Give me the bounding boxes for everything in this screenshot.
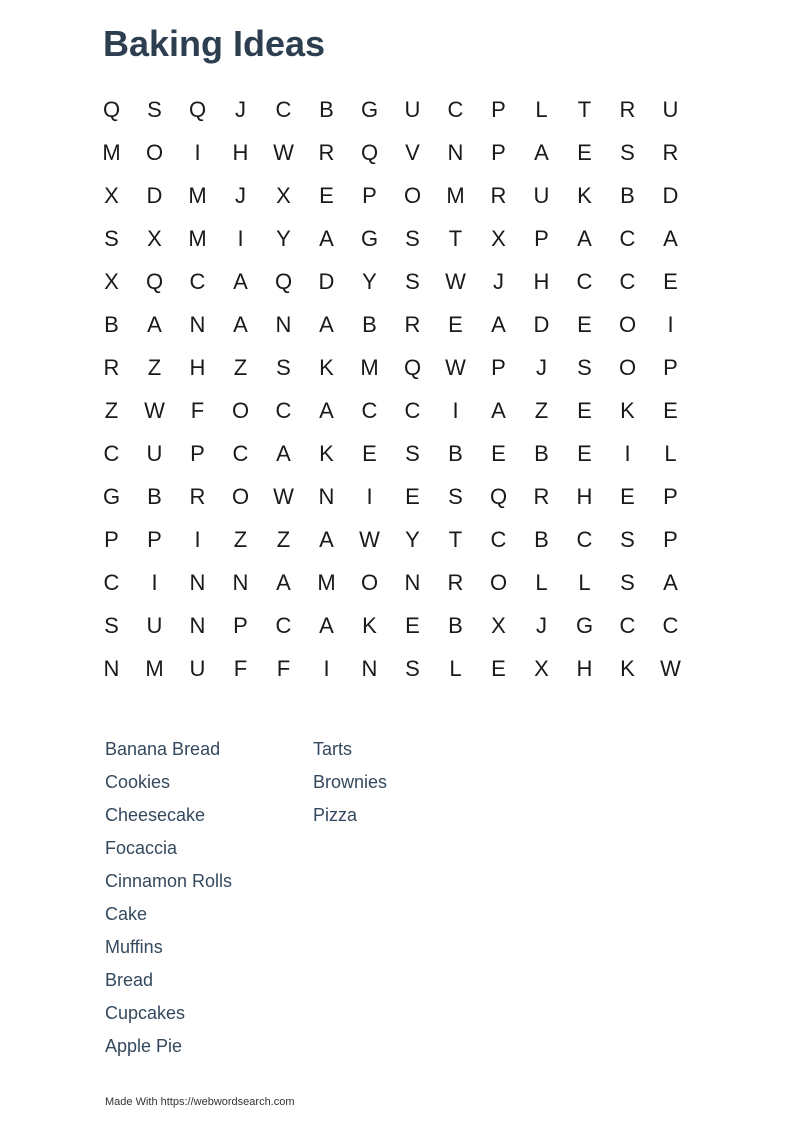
grid-letter: A: [534, 140, 549, 165]
grid-letter: Q: [102, 97, 121, 122]
grid-letter: S: [405, 226, 420, 251]
grid-letter: K: [577, 183, 592, 208]
grid-letter: S: [620, 570, 635, 595]
grid-letter: X: [534, 656, 549, 681]
grid-letter: D: [662, 183, 679, 208]
grid-letter: R: [103, 355, 120, 380]
word-item: Cinnamon Rolls: [105, 871, 233, 891]
grid-letter: N: [103, 656, 120, 681]
grid-letter: M: [145, 656, 164, 681]
grid-letter: L: [449, 656, 462, 681]
grid-letter: N: [275, 312, 292, 337]
grid-letter: R: [189, 484, 206, 509]
grid-letter: A: [233, 269, 248, 294]
grid-letter: F: [276, 656, 291, 681]
grid-letter: T: [448, 226, 463, 251]
grid-letter: S: [448, 484, 463, 509]
grid-letter: P: [491, 140, 506, 165]
grid-letter: I: [452, 398, 459, 423]
grid-letter: X: [147, 226, 162, 251]
grid-letter: I: [194, 140, 201, 165]
grid-row: [90, 647, 692, 690]
grid-letter: M: [446, 183, 465, 208]
grid-letter: L: [664, 441, 677, 466]
grid-letter: E: [577, 441, 592, 466]
grid-letter: C: [447, 97, 464, 122]
grid-letter: U: [189, 656, 206, 681]
grid-letter: C: [232, 441, 249, 466]
grid-letter: U: [146, 613, 163, 638]
grid-letter: P: [663, 484, 678, 509]
grid-row: [90, 346, 692, 389]
grid-letter: B: [147, 484, 162, 509]
grid-letter: C: [404, 398, 421, 423]
grid-letter: R: [447, 570, 464, 595]
grid-letter: N: [361, 656, 378, 681]
grid-letter: Y: [362, 269, 377, 294]
grid-letter: O: [360, 570, 379, 595]
grid-letter: Q: [188, 97, 207, 122]
grid-row: [90, 260, 692, 303]
grid-letter: C: [103, 441, 120, 466]
grid-letter: T: [448, 527, 463, 552]
grid-letter: Z: [276, 527, 291, 552]
word-item: Cupcakes: [105, 1003, 186, 1023]
grid-letter: J: [536, 355, 547, 380]
word-item: Cookies: [105, 772, 171, 792]
grid-letter: M: [102, 140, 121, 165]
grid-letter: P: [663, 355, 678, 380]
grid-row: [90, 475, 692, 518]
word-item: Focaccia: [105, 838, 178, 858]
grid-letter: N: [404, 570, 421, 595]
grid-letter: E: [577, 140, 592, 165]
grid-letter: W: [273, 484, 294, 509]
grid-letter: A: [319, 398, 334, 423]
word-item: Bread: [105, 970, 154, 990]
grid-letter: E: [491, 656, 506, 681]
grid-letter: F: [233, 656, 248, 681]
grid-letter: U: [533, 183, 550, 208]
grid-letter: S: [104, 613, 119, 638]
grid-letter: N: [318, 484, 335, 509]
grid-letter: F: [190, 398, 205, 423]
grid-letter: S: [405, 269, 420, 294]
grid-letter: C: [662, 613, 679, 638]
grid-letter: K: [620, 398, 635, 423]
grid-letter: S: [577, 355, 592, 380]
grid-letter: C: [619, 269, 636, 294]
grid-letter: J: [536, 613, 547, 638]
grid-letter: K: [362, 613, 377, 638]
word-item: Cheesecake: [105, 805, 206, 825]
grid-letter: A: [663, 226, 678, 251]
grid-letter: J: [493, 269, 504, 294]
grid-letter: J: [235, 183, 246, 208]
grid-letter: U: [146, 441, 163, 466]
grid-letter: B: [319, 97, 334, 122]
grid-letter: H: [232, 140, 249, 165]
grid-letter: B: [362, 312, 377, 337]
grid-letter: A: [491, 312, 506, 337]
grid-letter: U: [404, 97, 421, 122]
grid-letter: A: [233, 312, 248, 337]
grid-letter: E: [319, 183, 334, 208]
grid-letter: S: [405, 656, 420, 681]
grid-letter: I: [667, 312, 674, 337]
grid-letter: H: [189, 355, 206, 380]
grid-letter: G: [102, 484, 121, 509]
grid-letter: Q: [489, 484, 508, 509]
grid-letter: C: [189, 269, 206, 294]
grid-letter: K: [319, 441, 334, 466]
grid-row: [90, 88, 692, 131]
grid-letter: B: [620, 183, 635, 208]
grid-letter: S: [104, 226, 119, 251]
grid-letter: Z: [104, 398, 119, 423]
grid-letter: M: [188, 183, 207, 208]
word-list: [105, 735, 521, 1065]
grid-row: [90, 518, 692, 561]
grid-letter: I: [323, 656, 330, 681]
grid-letter: Y: [405, 527, 420, 552]
grid-letter: C: [490, 527, 507, 552]
grid-row: [90, 217, 692, 260]
grid-letter: A: [276, 441, 291, 466]
grid-letter: E: [577, 312, 592, 337]
grid-letter: X: [104, 269, 119, 294]
grid-letter: S: [620, 527, 635, 552]
word-item: Pizza: [313, 805, 358, 825]
grid-letter: C: [576, 527, 593, 552]
grid-letter: R: [318, 140, 335, 165]
grid-letter: R: [490, 183, 507, 208]
letter-grid: [90, 88, 692, 690]
grid-letter: M: [317, 570, 336, 595]
grid-letter: N: [189, 570, 206, 595]
grid-letter: G: [360, 226, 379, 251]
grid-letter: P: [362, 183, 377, 208]
grid-letter: Y: [276, 226, 291, 251]
grid-letter: Z: [534, 398, 549, 423]
grid-letter: S: [276, 355, 291, 380]
grid-letter: H: [576, 656, 593, 681]
grid-letter: A: [319, 312, 334, 337]
grid-letter: D: [533, 312, 550, 337]
grid-letter: A: [491, 398, 506, 423]
grid-letter: I: [237, 226, 244, 251]
grid-letter: O: [231, 484, 250, 509]
grid-letter: X: [491, 226, 506, 251]
grid-letter: E: [663, 398, 678, 423]
grid-letter: Q: [145, 269, 164, 294]
grid-letter: B: [448, 613, 463, 638]
grid-letter: C: [619, 613, 636, 638]
grid-letter: O: [231, 398, 250, 423]
grid-letter: C: [619, 226, 636, 251]
grid-letter: X: [276, 183, 291, 208]
grid-row: [90, 561, 692, 604]
grid-letter: A: [319, 226, 334, 251]
grid-letter: I: [194, 527, 201, 552]
grid-letter: D: [146, 183, 163, 208]
grid-letter: B: [448, 441, 463, 466]
grid-letter: N: [189, 312, 206, 337]
grid-letter: E: [448, 312, 463, 337]
grid-letter: P: [663, 527, 678, 552]
grid-row: [90, 174, 692, 217]
grid-letter: W: [359, 527, 380, 552]
grid-letter: P: [104, 527, 119, 552]
grid-letter: G: [575, 613, 594, 638]
grid-letter: A: [147, 312, 162, 337]
grid-letter: C: [275, 97, 292, 122]
grid-letter: W: [144, 398, 165, 423]
grid-letter: O: [403, 183, 422, 208]
grid-letter: X: [491, 613, 506, 638]
grid-letter: O: [489, 570, 508, 595]
grid-letter: C: [361, 398, 378, 423]
word-item: Brownies: [313, 772, 388, 792]
grid-row: [90, 432, 692, 475]
grid-letter: E: [663, 269, 678, 294]
grid-letter: L: [535, 97, 548, 122]
grid-letter: B: [104, 312, 119, 337]
grid-letter: C: [275, 398, 292, 423]
grid-letter: M: [188, 226, 207, 251]
word-item: Cake: [105, 904, 148, 924]
grid-letter: N: [232, 570, 249, 595]
grid-letter: B: [534, 441, 549, 466]
grid-letter: Z: [147, 355, 162, 380]
grid-letter: B: [534, 527, 549, 552]
grid-letter: A: [276, 570, 291, 595]
grid-letter: K: [620, 656, 635, 681]
grid-letter: X: [104, 183, 119, 208]
grid-letter: P: [147, 527, 162, 552]
grid-letter: I: [366, 484, 373, 509]
grid-letter: P: [491, 97, 506, 122]
grid-letter: A: [577, 226, 592, 251]
grid-letter: N: [447, 140, 464, 165]
grid-letter: W: [660, 656, 681, 681]
grid-letter: Q: [403, 355, 422, 380]
grid-row: [90, 131, 692, 174]
grid-letter: K: [319, 355, 334, 380]
grid-letter: A: [319, 527, 334, 552]
footer-credit: Made With https://webwordsearch.com: [105, 1096, 295, 1108]
grid-letter: D: [318, 269, 335, 294]
grid-letter: V: [405, 140, 420, 165]
grid-letter: H: [576, 484, 593, 509]
grid-letter: R: [619, 97, 636, 122]
grid-letter: R: [662, 140, 679, 165]
grid-letter: S: [620, 140, 635, 165]
grid-letter: S: [405, 441, 420, 466]
grid-letter: E: [362, 441, 377, 466]
grid-letter: P: [190, 441, 205, 466]
grid-letter: L: [578, 570, 591, 595]
word-item: Apple Pie: [105, 1036, 183, 1056]
grid-letter: E: [405, 613, 420, 638]
grid-letter: M: [360, 355, 379, 380]
grid-letter: O: [618, 312, 637, 337]
grid-letter: C: [103, 570, 120, 595]
grid-row: [90, 303, 692, 346]
grid-letter: O: [618, 355, 637, 380]
word-column: [313, 735, 521, 1065]
grid-letter: N: [189, 613, 206, 638]
grid-letter: C: [275, 613, 292, 638]
grid-letter: A: [319, 613, 334, 638]
grid-letter: H: [533, 269, 550, 294]
grid-letter: P: [534, 226, 549, 251]
grid-letter: E: [491, 441, 506, 466]
grid-letter: T: [577, 97, 592, 122]
grid-letter: W: [273, 140, 294, 165]
grid-letter: C: [576, 269, 593, 294]
grid-letter: I: [624, 441, 631, 466]
grid-letter: Z: [233, 355, 248, 380]
grid-letter: W: [445, 355, 466, 380]
grid-letter: G: [360, 97, 379, 122]
grid-letter: R: [533, 484, 550, 509]
grid-letter: E: [577, 398, 592, 423]
grid-letter: I: [151, 570, 158, 595]
grid-letter: S: [147, 97, 162, 122]
grid-row: [90, 604, 692, 647]
grid-letter: W: [445, 269, 466, 294]
grid-letter: L: [535, 570, 548, 595]
grid-letter: Z: [233, 527, 248, 552]
grid-letter: A: [663, 570, 678, 595]
word-column: [105, 735, 313, 1065]
grid-letter: E: [620, 484, 635, 509]
grid-row: [90, 389, 692, 432]
grid-letter: Q: [360, 140, 379, 165]
grid-letter: J: [235, 97, 246, 122]
page-title: Baking Ideas: [103, 23, 326, 64]
grid-letter: P: [233, 613, 248, 638]
word-item: Tarts: [313, 739, 353, 759]
word-item: Muffins: [105, 937, 163, 957]
grid-letter: U: [662, 97, 679, 122]
grid-letter: O: [145, 140, 164, 165]
grid-letter: Q: [274, 269, 293, 294]
grid-letter: E: [405, 484, 420, 509]
grid-letter: R: [404, 312, 421, 337]
grid-letter: P: [491, 355, 506, 380]
word-item: Banana Bread: [105, 739, 221, 759]
